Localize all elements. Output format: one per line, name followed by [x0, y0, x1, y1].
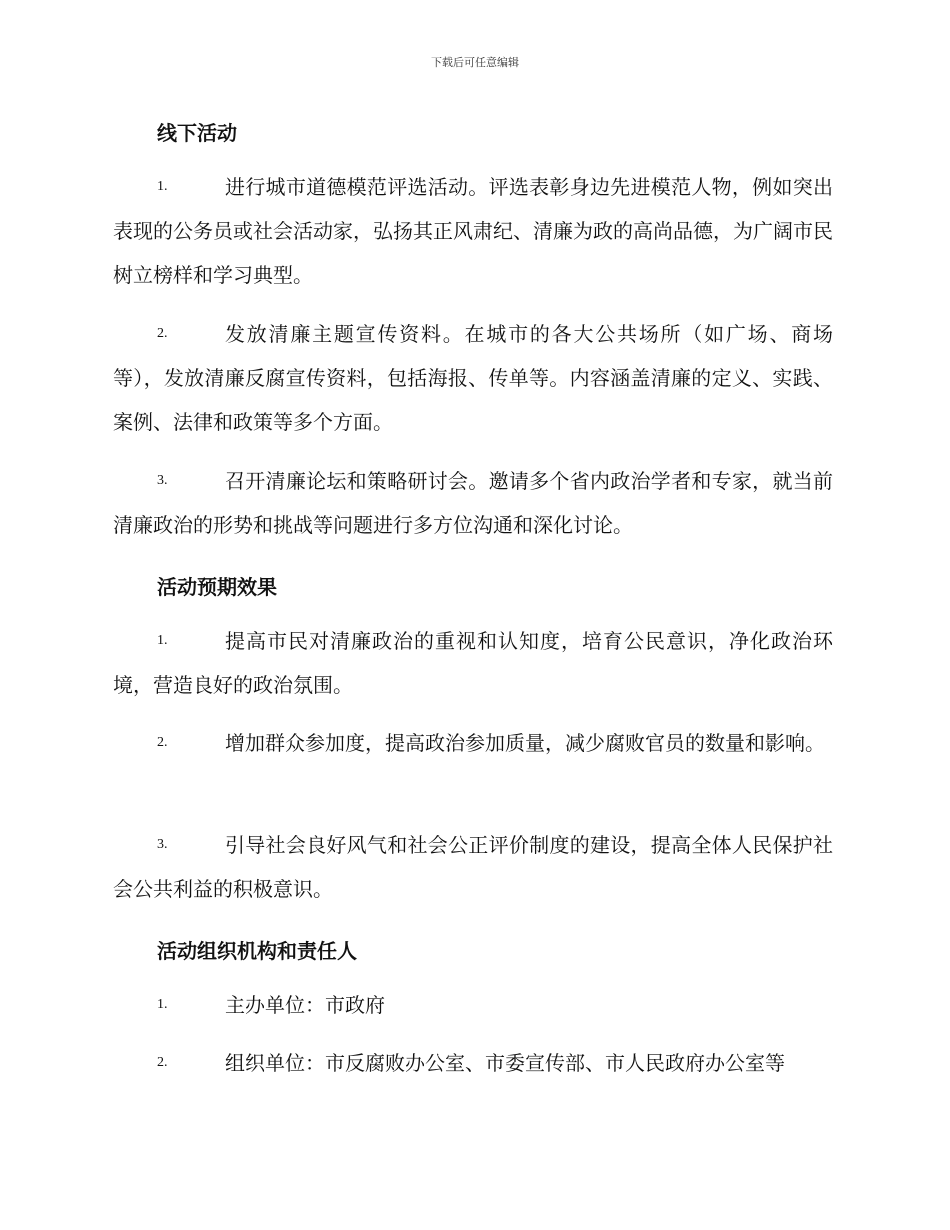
section-heading-offline-activities: 线下活动 [157, 121, 237, 145]
list-item-number: 1. [157, 997, 168, 1012]
list-item-number: 1. [157, 633, 168, 648]
list-item [113, 994, 833, 1027]
list-item-number: 3. [157, 837, 168, 852]
list-item-text: 发放清廉主题宣传资料。在城市的各大公共场所（如广场、商场等），发放清廉反腐宣传资料，包括海报、传单等。内容涵盖清廉的定义、实践、案例、法律和政策等多个方面。 [113, 322, 833, 434]
list-item [113, 470, 833, 547]
list-item-number: 3. [157, 473, 168, 488]
list-item [113, 732, 833, 765]
list-item-text: 进行城市道德模范评选活动。评选表彰身边先进模范人物，例如突出表现的公务员或社会活动家，弘扬其正风肃纪、清廉为政的高尚品德，为广阔市民树立榜样和学习典型。 [113, 175, 833, 287]
list-item [113, 630, 833, 707]
section-heading-expected-effects: 活动预期效果 [157, 575, 277, 599]
list-item-number: 2. [157, 735, 168, 750]
list-item-text: 召开清廉论坛和策略研讨会。邀请多个省内政治学者和专家，就当前清廉政治的形势和挑战等问题进行多方位沟通和深化讨论。 [113, 469, 833, 537]
list-item-text: 组织单位：市反腐败办公室、市委宣传部、市人民政府办公室等 [225, 1051, 785, 1075]
list-item [113, 176, 833, 297]
list-item-text: 引导社会良好风气和社会公正评价制度的建设，提高全体人民保护社会公共利益的积极意识。 [113, 833, 833, 901]
list-item-text: 增加群众参加度，提高政治参加质量，减少腐败官员的数量和影响。 [225, 731, 825, 755]
list-item-text: 提高市民对清廉政治的重视和认知度，培育公民意识，净化政治环境，营造良好的政治氛围。 [113, 629, 833, 697]
page-header: 下载后可任意编辑 [431, 56, 519, 69]
list-item-number: 2. [157, 326, 168, 341]
list-item [113, 323, 833, 444]
list-item-number: 1. [157, 179, 168, 194]
list-item [113, 834, 833, 911]
list-item-number: 2. [157, 1055, 168, 1070]
section-heading-organization: 活动组织机构和责任人 [157, 939, 357, 963]
list-item-text: 主办单位：市政府 [225, 993, 385, 1017]
list-item [113, 1052, 833, 1085]
